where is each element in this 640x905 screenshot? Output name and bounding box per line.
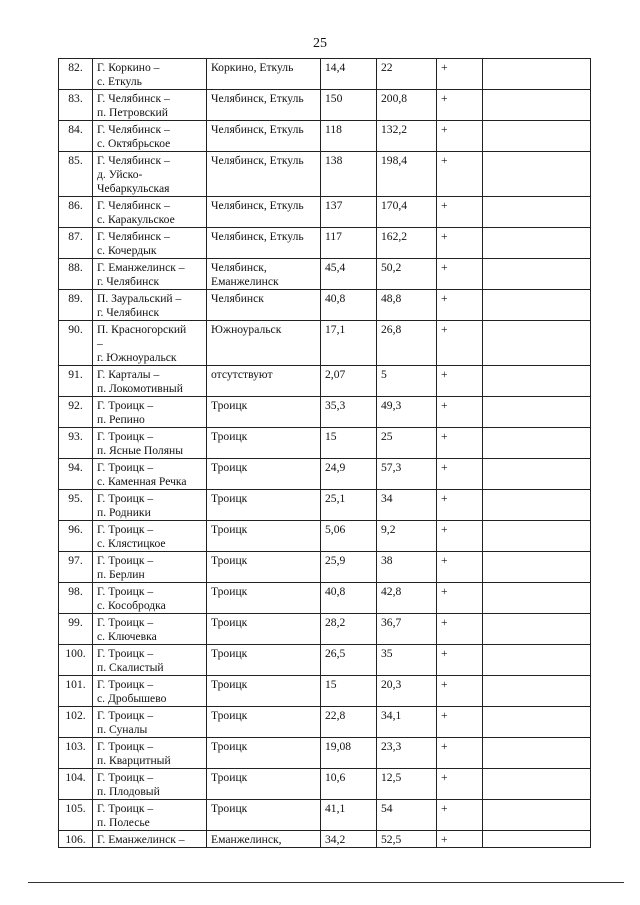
route-line: с. Дробышево [97,692,167,705]
empty-cell [483,228,591,259]
length-total-cell: 49,3 [377,397,437,428]
length-cell: 40,8 [321,290,377,321]
length-total-cell: 42,8 [377,583,437,614]
route-line: с. Кочердык [97,244,157,257]
routes-table-body [59,59,591,848]
route-line: Г. Челябинск – [97,123,170,136]
length-total-cell: 20,3 [377,676,437,707]
place-line: Троицк [211,523,248,536]
locality-cell [207,831,321,848]
mark-cell: + [437,90,483,121]
row-number-cell: 93. [59,428,93,459]
route-line: Г. Еманжелинск – [97,261,185,274]
route-cell [93,490,207,521]
mark-cell: + [437,614,483,645]
mark-cell: + [437,459,483,490]
route-cell [93,121,207,152]
length-cell: 117 [321,228,377,259]
routes-table [58,58,591,848]
route-cell [93,583,207,614]
place-line: Троицк [211,771,248,784]
row-number-cell: 91. [59,366,93,397]
row-number-cell: 96. [59,521,93,552]
length-cell: 25,9 [321,552,377,583]
route-cell [93,676,207,707]
place-line: Троицк [211,492,248,505]
row-number-cell: 94. [59,459,93,490]
place-line: Челябинск, Еткуль [211,92,304,105]
route-line: – [97,337,103,350]
mark-cell: + [437,290,483,321]
route-line: п. Плодовый [97,785,160,798]
route-cell [93,397,207,428]
length-total-cell: 162,2 [377,228,437,259]
empty-cell [483,152,591,197]
locality-cell [207,197,321,228]
place-line: Троицк [211,709,248,722]
table-row [59,197,591,228]
route-line: Г. Троицк – [97,554,154,567]
locality-cell [207,259,321,290]
row-number-cell: 88. [59,259,93,290]
table-row [59,152,591,197]
route-line: Г. Еманжелинск – [97,833,185,846]
route-line: п. Репино [97,413,145,426]
row-number-cell: 98. [59,583,93,614]
route-line: Г. Троицк – [97,399,154,412]
length-cell: 2,07 [321,366,377,397]
mark-cell: + [437,676,483,707]
place-line: Троицк [211,399,248,412]
locality-cell [207,645,321,676]
table-row [59,290,591,321]
length-total-cell: 25 [377,428,437,459]
mark-cell: + [437,321,483,366]
route-line: Чебаркульская [97,182,170,195]
empty-cell [483,397,591,428]
empty-cell [483,290,591,321]
place-line: Троицк [211,678,248,691]
route-line: п. Берлин [97,568,145,581]
route-line: П. Зауральский – [97,292,182,305]
route-cell [93,521,207,552]
mark-cell: + [437,397,483,428]
empty-cell [483,366,591,397]
route-line: п. Суналы [97,723,148,736]
place-line: Челябинск [211,292,264,305]
empty-cell [483,831,591,848]
route-line: с. Октябрьское [97,137,171,150]
route-line: с. Ключевка [97,630,157,643]
length-cell: 17,1 [321,321,377,366]
mark-cell: + [437,366,483,397]
empty-cell [483,459,591,490]
locality-cell [207,707,321,738]
length-total-cell: 23,3 [377,738,437,769]
length-total-cell: 198,4 [377,152,437,197]
row-number-cell: 100. [59,645,93,676]
table-row [59,321,591,366]
length-total-cell: 50,2 [377,259,437,290]
length-cell: 19,08 [321,738,377,769]
route-line: Г. Троицк – [97,585,154,598]
table-row [59,800,591,831]
row-number-cell: 106. [59,831,93,848]
table-row [59,676,591,707]
route-line: Г. Челябинск – [97,199,170,212]
row-number-cell: 85. [59,152,93,197]
locality-cell [207,428,321,459]
length-total-cell: 200,8 [377,90,437,121]
empty-cell [483,428,591,459]
length-total-cell: 36,7 [377,614,437,645]
locality-cell [207,738,321,769]
route-line: Г. Троицк – [97,802,154,815]
length-cell: 15 [321,428,377,459]
locality-cell [207,59,321,90]
route-line: д. Уйско- [97,168,143,181]
place-line: Челябинск, Еткуль [211,199,304,212]
locality-cell [207,228,321,259]
route-line: п. Скалистый [97,661,164,674]
length-total-cell: 34,1 [377,707,437,738]
table-row [59,645,591,676]
length-cell: 14,4 [321,59,377,90]
row-number-cell: 99. [59,614,93,645]
length-cell: 26,5 [321,645,377,676]
route-cell [93,228,207,259]
length-cell: 22,8 [321,707,377,738]
empty-cell [483,521,591,552]
route-line: г. Челябинск [97,306,160,319]
length-cell: 10,6 [321,769,377,800]
empty-cell [483,259,591,290]
row-number-cell: 102. [59,707,93,738]
empty-cell [483,321,591,366]
row-number-cell: 86. [59,197,93,228]
empty-cell [483,490,591,521]
route-line: с. Клястицкое [97,537,166,550]
mark-cell: + [437,152,483,197]
row-number-cell: 103. [59,738,93,769]
locality-cell [207,121,321,152]
locality-cell [207,90,321,121]
length-cell: 45,4 [321,259,377,290]
table-row [59,490,591,521]
locality-cell [207,490,321,521]
empty-cell [483,90,591,121]
length-total-cell: 12,5 [377,769,437,800]
locality-cell [207,459,321,490]
table-row [59,397,591,428]
route-line: Г. Челябинск – [97,230,170,243]
place-line: Троицк [211,802,248,815]
place-line: Троицк [211,554,248,567]
row-number-cell: 104. [59,769,93,800]
empty-cell [483,769,591,800]
locality-cell [207,676,321,707]
route-line: Г. Троицк – [97,492,154,505]
table-row [59,428,591,459]
route-line: п. Локомотивный [97,382,183,395]
route-cell [93,321,207,366]
footer-divider [28,882,624,883]
route-cell [93,290,207,321]
place-line: Еманжелинск [211,275,279,288]
route-cell [93,59,207,90]
mark-cell: + [437,831,483,848]
length-cell: 137 [321,197,377,228]
length-cell: 118 [321,121,377,152]
length-cell: 40,8 [321,583,377,614]
route-line: Г. Троицк – [97,647,154,660]
place-line: Троицк [211,616,248,629]
mark-cell: + [437,738,483,769]
locality-cell [207,397,321,428]
length-total-cell: 170,4 [377,197,437,228]
empty-cell [483,121,591,152]
route-line: Г. Троицк – [97,771,154,784]
length-total-cell: 52,5 [377,831,437,848]
route-line: Г. Коркино – [97,61,160,74]
empty-cell [483,676,591,707]
empty-cell [483,645,591,676]
route-cell [93,738,207,769]
length-total-cell: 35 [377,645,437,676]
table-row [59,59,591,90]
page-number: 25 [313,36,327,51]
route-line: Г. Челябинск – [97,154,170,167]
mark-cell: + [437,121,483,152]
route-cell [93,800,207,831]
route-line: Г. Троицк – [97,709,154,722]
mark-cell: + [437,228,483,259]
row-number-cell: 90. [59,321,93,366]
route-cell [93,366,207,397]
route-line: Г. Троицк – [97,678,154,691]
route-cell [93,552,207,583]
empty-cell [483,552,591,583]
route-cell [93,459,207,490]
length-total-cell: 132,2 [377,121,437,152]
route-line: г. Южноуральск [97,351,177,364]
length-total-cell: 54 [377,800,437,831]
route-line: с. Еткуль [97,75,142,88]
route-line: Г. Челябинск – [97,92,170,105]
table-row [59,614,591,645]
table-row [59,90,591,121]
mark-cell: + [437,197,483,228]
empty-cell [483,707,591,738]
mark-cell: + [437,645,483,676]
place-line: Челябинск, [211,261,267,274]
place-line: Троицк [211,461,248,474]
table-row [59,552,591,583]
mark-cell: + [437,59,483,90]
locality-cell [207,614,321,645]
length-cell: 34,2 [321,831,377,848]
route-cell [93,645,207,676]
route-cell [93,197,207,228]
route-cell [93,831,207,848]
route-line: п. Полесье [97,816,150,829]
route-line: с. Каракульское [97,213,175,226]
route-line: с. Каменная Речка [97,475,187,488]
empty-cell [483,59,591,90]
table-row [59,738,591,769]
row-number-cell: 97. [59,552,93,583]
place-line: Челябинск, Еткуль [211,123,304,136]
route-line: п. Родники [97,506,151,519]
empty-cell [483,614,591,645]
row-number-cell: 105. [59,800,93,831]
length-cell: 24,9 [321,459,377,490]
length-cell: 25,1 [321,490,377,521]
row-number-cell: 101. [59,676,93,707]
empty-cell [483,738,591,769]
mark-cell: + [437,707,483,738]
row-number-cell: 95. [59,490,93,521]
route-line: Г. Троицк – [97,616,154,629]
locality-cell [207,366,321,397]
route-cell [93,614,207,645]
route-line: П. Красногорский [97,323,187,336]
locality-cell [207,583,321,614]
row-number-cell: 83. [59,90,93,121]
route-cell [93,769,207,800]
place-line: Еманжелинск, [211,833,282,846]
route-line: п. Петровский [97,106,168,119]
length-total-cell: 26,8 [377,321,437,366]
route-line: Г. Троицк – [97,523,154,536]
locality-cell [207,521,321,552]
mark-cell: + [437,521,483,552]
length-cell: 5,06 [321,521,377,552]
place-line: Троицк [211,585,248,598]
row-number-cell: 89. [59,290,93,321]
mark-cell: + [437,428,483,459]
length-cell: 138 [321,152,377,197]
place-line: отсутствуют [211,368,273,381]
place-line: Челябинск, Еткуль [211,154,304,167]
route-line: с. Кособродка [97,599,166,612]
mark-cell: + [437,490,483,521]
length-cell: 28,2 [321,614,377,645]
mark-cell: + [437,800,483,831]
length-cell: 150 [321,90,377,121]
locality-cell [207,290,321,321]
row-number-cell: 92. [59,397,93,428]
route-line: Г. Троицк – [97,461,154,474]
table-row [59,831,591,848]
row-number-cell: 82. [59,59,93,90]
empty-cell [483,197,591,228]
route-cell [93,90,207,121]
table-row [59,521,591,552]
length-total-cell: 5 [377,366,437,397]
route-line: п. Кварцитный [97,754,171,767]
length-total-cell: 38 [377,552,437,583]
place-line: Челябинск, Еткуль [211,230,304,243]
locality-cell [207,152,321,197]
length-total-cell: 9,2 [377,521,437,552]
empty-cell [483,800,591,831]
length-cell: 41,1 [321,800,377,831]
locality-cell [207,800,321,831]
mark-cell: + [437,552,483,583]
row-number-cell: 87. [59,228,93,259]
place-line: Коркино, Еткуль [211,61,294,74]
locality-cell [207,769,321,800]
route-line: г. Челябинск [97,275,160,288]
route-cell [93,259,207,290]
place-line: Троицк [211,647,248,660]
route-cell [93,707,207,738]
place-line: Южноуральск [211,323,282,336]
length-total-cell: 34 [377,490,437,521]
route-line: п. Ясные Поляны [97,444,184,457]
table-row [59,583,591,614]
route-line: Г. Троицк – [97,430,154,443]
table-row [59,259,591,290]
locality-cell [207,552,321,583]
table-row [59,366,591,397]
length-total-cell: 57,3 [377,459,437,490]
table-row [59,228,591,259]
place-line: Троицк [211,740,248,753]
mark-cell: + [437,769,483,800]
route-cell [93,428,207,459]
length-total-cell: 48,8 [377,290,437,321]
length-cell: 15 [321,676,377,707]
mark-cell: + [437,583,483,614]
table-row [59,707,591,738]
locality-cell [207,321,321,366]
table-row [59,121,591,152]
route-line: Г. Карталы – [97,368,160,381]
table-row [59,459,591,490]
table-row [59,769,591,800]
empty-cell [483,583,591,614]
place-line: Троицк [211,430,248,443]
mark-cell: + [437,259,483,290]
row-number-cell: 84. [59,121,93,152]
route-line: Г. Троицк – [97,740,154,753]
length-cell: 35,3 [321,397,377,428]
length-total-cell: 22 [377,59,437,90]
route-cell [93,152,207,197]
